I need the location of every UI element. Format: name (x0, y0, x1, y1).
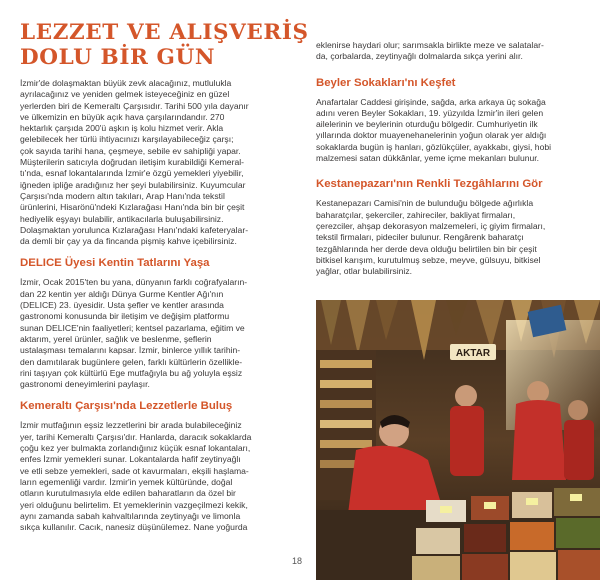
text-line: bitkisel karışım, kurutulmuş sebze, meyve, gülsuyu, bitkisel (316, 254, 541, 265)
section-heading-kestanepazari: Kestanepazarı'nın Renkli Tezgâhlarını Gör (316, 178, 543, 191)
text-line: yer, tarihi Kemeraltı Çarşısı'dır. Hanlarda, daracık sokaklarda (20, 431, 252, 442)
title-line: LEZZET VE ALIŞVERİŞ (20, 20, 309, 45)
text-line: den damıtılarak bugünlere gelen, farklı kültürlerin özellikle- (20, 356, 243, 367)
text-line: Anafartalar Caddesi girişinde, sağda, arka arkaya üç sokağa (316, 96, 546, 107)
text-line: tı'nda, esnaf lokantalarında İzmir'e özgü yemekleri yiyebilir, (20, 168, 244, 179)
kemeralti-paragraph (20, 420, 293, 533)
text-line: adını veren Beyler Sokakları, 19. yüzyılda İzmir'in ileri gelen (316, 107, 544, 118)
text-line: sunan DELICE'nin faaliyetleri; kentsel pazarlama, eğitim ve (20, 322, 245, 333)
text-line: eklenirse haydari olur; sarımsakla birlikte meze ve salatalar- (316, 40, 544, 50)
text-line: İzmir, Ocak 2015'ten bu yana, dünyanın farklı coğrafyaların- (20, 277, 248, 288)
text-line: Müşterilerin satıcıyla doğrudan iletişim kurabildiği Kemeral- (20, 157, 245, 168)
text-line: (DELICE) 23. üyesidir. Usta şefler ve kentler arasında (20, 300, 224, 311)
text-line: yeri olduğunu belirtelim. Et yemeklerinin vazgeçilmezi kekik, (20, 499, 248, 510)
text-line: İzmir'de dolaşmaktan büyük zevk alacağınız, mutlulukla (20, 78, 232, 88)
text-line: ailelerinin ve beylerinin oturduğu bölgedir. Cumhuriyetin ilk (316, 119, 538, 130)
section-heading-delice: DELICE Üyesi Kentin Tatlarını Yaşa (20, 257, 210, 270)
text-line: gastronomi konusunda bir iletişim ve değişim platformu (20, 311, 230, 322)
section-heading-beyler: Beyler Sokakları'nı Keşfet (316, 76, 456, 89)
spice-shop-illustration (316, 300, 600, 580)
right-column (316, 40, 584, 277)
text-line: ve etli sebze yemekleri, sade ot kavurmaları, ekşili haşlama- (20, 465, 249, 476)
market-photo (316, 300, 600, 580)
text-line: ların egemenliği vardır. İzmir'in yemek kültüründe, doğal (20, 476, 233, 487)
text-line: da demli bir çay ya da fincanda pişmiş kahve içebilirsiniz. (20, 236, 237, 247)
aktar-sign-text: AKTAR (455, 348, 491, 359)
text-line: gastronomi deneyimlerini paylaşır. (20, 379, 150, 390)
text-line: yıllarında doktor muayenehanelerinin yoğun olarak yer aldığı (316, 130, 547, 141)
title-line: DOLU BİR GÜN (20, 45, 216, 70)
text-line: sıkça kullanılır. Cacık, nanesiz düşünülemez. Nane yoğurda (20, 522, 248, 533)
section-heading-kemeralti: Kemeraltı Çarşısı'nda Lezzetlerle Buluş (20, 400, 233, 413)
text-line: hediyelik eşyayı bulabilir, antikacılarla buluşabilirsiniz. (20, 213, 224, 224)
text-line: yağlar, otlar bulabilirsiniz. (316, 266, 413, 277)
text-line: çerezciler, ahşap dekorasyon malzemeleri, iç giyim firmaları, (316, 220, 546, 231)
page-title (20, 20, 309, 70)
text-line: iğneden ipliğe aradığınız her şeyi bulabilirsiniz. Kuyumcular (20, 179, 246, 190)
text-line: tezgâhlarında her derde deva olduğu belirtilen bin bir çeşit (316, 243, 537, 254)
text-line: da, çorbalarda, zeytinyağlı dolmalarda sıkça yerini alır. (316, 51, 523, 62)
delice-paragraph (20, 277, 293, 390)
kestanepazari-paragraph (316, 198, 584, 277)
text-line: gelebilecek her türlü ihtiyacınızı karşılayabileceğiz çarşı; (20, 134, 234, 145)
left-column (20, 20, 309, 533)
text-line: rini taşıyan çok kültürlü Ege mutfağıyla bu ağ yoluyla eşsiz (20, 367, 243, 378)
text-line: dan 22 kentin yer aldığı Dünya Gurme Kentler Ağı'nın (20, 288, 224, 299)
text-line: Dolaşmaktan yorulunca Kızlarağası Hanı'ndaki kafeteryalar- (20, 224, 249, 235)
text-line: aktarım, yerel ürünler, sağlık ve beslenme, şeflerin (20, 333, 212, 344)
text-line: Çarşısı'nda modern altın takıları, Arap Hanı'nda tekstil (20, 190, 225, 201)
beyler-paragraph (316, 97, 584, 165)
intro-paragraph (20, 78, 293, 247)
text-line: yerlerden biri de Kemeraltı Çarşısıdır. Tarihi 500 yıla dayanır (20, 100, 249, 111)
text-line: İzmir mutfağının eşsiz lezzetlerini bir arada bulabileceğiniz (20, 420, 242, 431)
text-line: malzemesi satan dükkânlar, yeme içme mekanları bulunur. (316, 153, 540, 164)
text-line: enfes İzmir yemekleri sunar. Lokantalarda hafif zeytinyağlı (20, 454, 241, 465)
text-line: ve ülkemizin en büyük açık hava çarşılarındandır. 270 (20, 111, 225, 122)
text-line: ayrılacağınız ve yeniden gelmek isteyeceğiniz en güzel (20, 89, 230, 100)
text-line: ürünlerini, Hisarönü'ndeki Kızlarağası Hanı'nda bin bir çeşit (20, 202, 245, 213)
text-line: çoğu kez yer bulmakta zorlandığınız küçük esnaf lokantaları, (20, 443, 251, 454)
text-line: ustalaşması temalarını kapsar. İzmir, binlerce yıllık tarihin- (20, 345, 241, 356)
text-line: hektarlık çarşıda 200'ü aşkın iş kolu hizmet verir. Akla (20, 123, 224, 134)
text-line: otların kurutulmasıyla elde edilen baharatların da özel bir (20, 488, 236, 499)
page-number: 18 (292, 556, 303, 566)
text-line: tekstil firmaları, pideciler bulunur. Rengârenk baharatçı (316, 232, 524, 243)
text-line: baharatçılar, şekerciler, zahireciler, bakliyat firmaları, (316, 209, 516, 220)
text-line: çok sayıda tarihi hana, çeşmeye, sebile ev sahipliği yapar. (20, 145, 241, 156)
continued-paragraph (316, 40, 584, 63)
text-line: sokaklarda bugün iş hanları, gözlükçüler, ayakkabı, giysi, hobi (316, 141, 552, 152)
text-line: aynı zamanda sabah kahvaltılarında zeytinyağı ve limonla (20, 510, 241, 521)
text-line: Kestanepazarı Camisi'nin de bulunduğu bölgede ağırlıkla (316, 198, 534, 209)
